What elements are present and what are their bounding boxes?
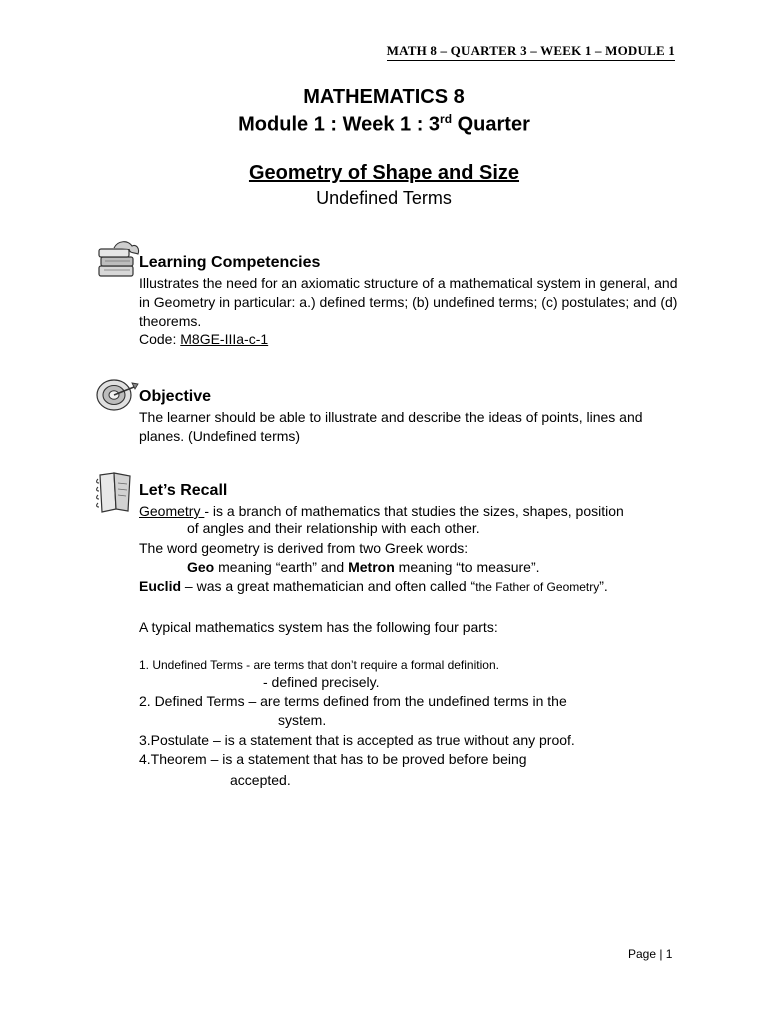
page-number: Page | 1	[628, 947, 673, 961]
greek-words	[187, 559, 540, 575]
euclid-end: ”.	[599, 578, 608, 594]
euclid-title: the Father of Geometry	[475, 580, 600, 594]
competencies-heading: Learning Competencies	[139, 254, 321, 271]
code-label: Code:	[139, 331, 181, 347]
geometry-definition	[139, 503, 624, 519]
part-2-cont: system.	[278, 712, 327, 728]
euclid-desc: – was a great mathematician and often called “	[181, 578, 476, 594]
topic-title: Geometry of Shape and Size	[248, 162, 520, 184]
objective-heading: Objective	[139, 388, 212, 405]
part-3: 3.Postulate – is a statement that is accepted as true without any proof.	[139, 732, 575, 748]
objective-text: The learner should be able to illustrate and describe the ideas of points, lines and planes. (Undefined terms)	[139, 409, 643, 444]
geo-meaning: meaning “earth” and	[214, 559, 349, 575]
metron-word: Metron	[348, 559, 395, 575]
part-2: 2. Defined Terms – are terms defined from the undefined terms in the	[139, 693, 567, 709]
running-header: MATH 8 – QUARTER 3 – WEEK 1 – MODULE 1	[387, 43, 675, 61]
metron-meaning: meaning “to measure”.	[394, 559, 540, 575]
geometry-def-1: - is a branch of mathematics that studies the sizes, shapes, position	[204, 503, 624, 519]
competency-code	[139, 331, 268, 347]
part-1-definition: are terms that don’t require a formal definition.	[253, 658, 499, 672]
recall-heading: Let’s Recall	[139, 482, 228, 499]
competencies-text: Illustrates the need for an axiomatic structure of a mathematical system in general, and in Geometry in particular: a.) defined terms; (b) undefined terms; (c) postulates; and (d) theorems.	[139, 275, 678, 329]
part-1-label: 1. Undefined Terms -	[139, 658, 254, 672]
part-1	[139, 656, 499, 672]
subject-title: MATHEMATICS 8	[303, 86, 465, 108]
word-origin: The word geometry is derived from two Greek words:	[139, 540, 469, 556]
part-4: 4.Theorem – is a statement that has to be proved before being	[139, 751, 527, 767]
geometry-term: Geometry	[139, 503, 205, 519]
part-4-cont: accepted.	[230, 772, 291, 788]
euclid-name: Euclid	[139, 578, 182, 594]
part-1-cont: - defined precisely.	[263, 674, 380, 690]
euclid-line	[139, 578, 608, 594]
subtopic-title: Undefined Terms	[316, 188, 452, 208]
module-title-quarter: Quarter	[452, 113, 530, 136]
module-title-main: Module 1 : Week 1 : 3	[238, 113, 441, 136]
target-icon	[94, 376, 140, 412]
notebook-icon	[94, 469, 136, 515]
geo-word: Geo	[187, 559, 215, 575]
books-icon	[96, 240, 142, 282]
system-intro: A typical mathematics system has the following four parts:	[139, 619, 498, 635]
ordinal-suffix: rd	[440, 112, 453, 126]
code-value: M8GE-IIIa-c-1	[180, 331, 269, 347]
module-title	[0, 112, 768, 137]
geometry-def-2: of angles and their relationship with each other.	[187, 520, 480, 536]
